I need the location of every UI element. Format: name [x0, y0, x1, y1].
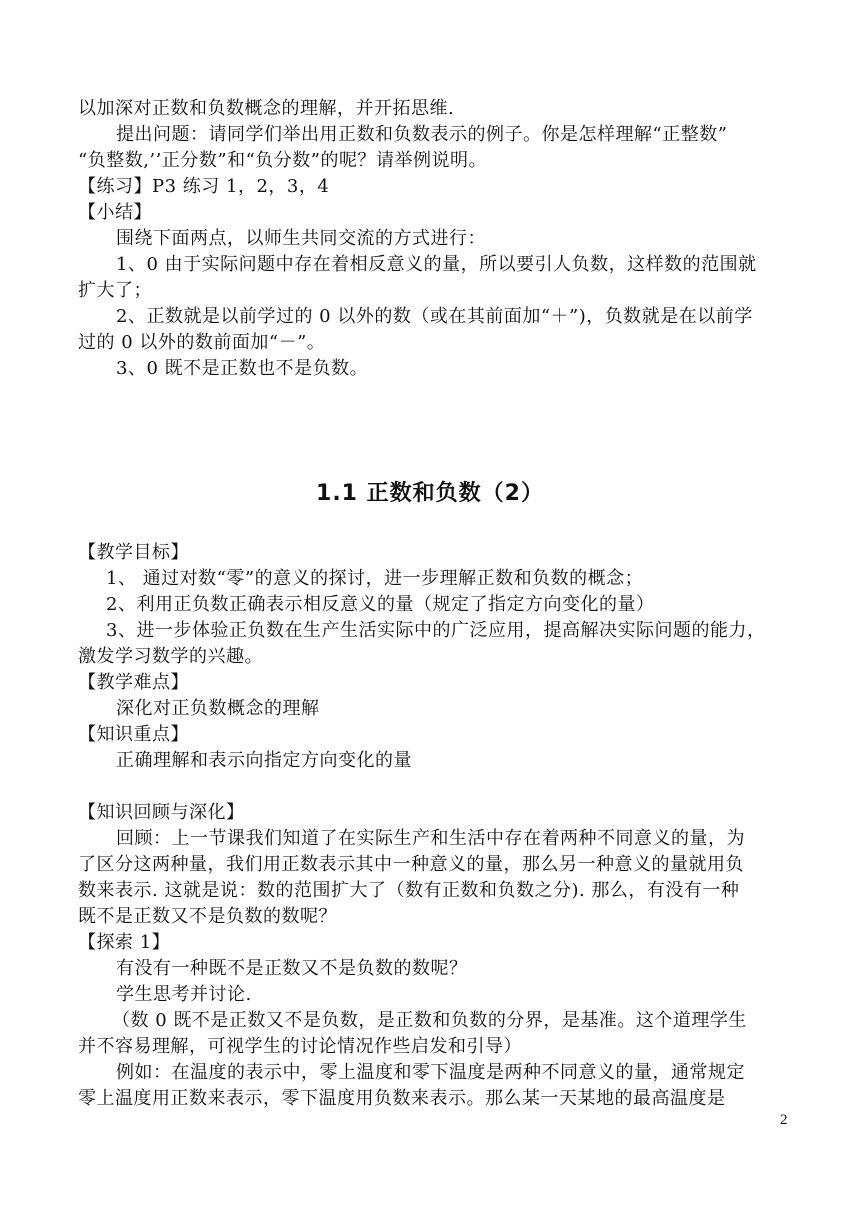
- text-line: 数来表示. 这就是说：数的范围扩大了（数有正数和负数之分). 那么，有没有一种: [78, 880, 740, 901]
- text-line: 提出问题：请同学们举出用正数和负数表示的例子。你是怎样理解“正整数”: [116, 124, 728, 145]
- text-line: 1、 通过对数“零”的意义的探讨，进一步理解正数和负数的概念；: [106, 568, 644, 589]
- text-line: 并不容易理解，可视学生的讨论情况作些启发和引导）: [78, 1036, 522, 1057]
- text-line: （数 0 既不是正数又不是负数，是正数和负数的分界，是基准。这个道理学生: [112, 1010, 747, 1031]
- section-heading: 【练习】P3 练习 1，2，3，4: [78, 176, 330, 197]
- text-line: 扩大了；: [78, 280, 152, 301]
- text-line: 例如：在温度的表示中，零上温度和零下温度是两种不同意义的量，通常规定: [116, 1062, 745, 1083]
- text-line: 2、利用正负数正确表示相反意义的量（规定了指定方向变化的量）: [106, 594, 655, 615]
- text-line: 3、进一步体验正负数在生产生活实际中的广泛应用，提高解决实际问题的能力，: [106, 620, 766, 641]
- text-line: 回顾：上一节课我们知道了在实际生产和生活中存在着两种不同意义的量，为: [116, 828, 745, 849]
- section-heading: 【知识回顾与深化】: [78, 802, 245, 823]
- section-heading: 【探索 1】: [78, 932, 171, 953]
- text-line: 零上温度用正数来表示，零下温度用负数来表示。那么某一天某地的最高温度是: [78, 1088, 726, 1109]
- text-line: 学生思考并讨论.: [116, 984, 252, 1005]
- section-heading: 【教学难点】: [78, 672, 189, 693]
- text-line: 有没有一种既不是正数又不是负数的数呢？: [116, 958, 468, 979]
- text-line: “负整数,’’正分数”和“负分数”的呢？请举例说明。: [78, 150, 487, 171]
- text-line: 1、0 由于实际问题中存在着相反意义的量，所以要引人负数，这样数的范围就: [116, 254, 757, 275]
- text-line: 过的 0 以外的数前面加“－”。: [78, 332, 326, 353]
- text-line: 围绕下面两点，以师生共同交流的方式进行：: [116, 228, 486, 249]
- text-line: 了区分这两种量，我们用正数表示其中一种意义的量，那么另一种意义的量就用负: [78, 854, 744, 875]
- text-line: 深化对正负数概念的理解: [116, 698, 320, 719]
- section-heading: 【教学目标】: [78, 542, 189, 563]
- text-line: 激发学习数学的兴趣。: [78, 646, 263, 667]
- text-line: 正确理解和表示向指定方向变化的量: [116, 750, 412, 771]
- text-line: 既不是正数又不是负数的数呢？: [78, 906, 337, 927]
- text-line: 以加深对正数和负数概念的理解，并开拓思维.: [78, 98, 455, 119]
- text-line: 3、0 既不是正数也不是负数。: [116, 358, 369, 379]
- page-number: 2: [780, 1112, 788, 1128]
- text-line: 2、正数就是以前学过的 0 以外的数（或在其前面加“＋”)，负数就是在以前学: [116, 306, 753, 327]
- section-title: 1.1 正数和负数（2）: [316, 481, 544, 506]
- section-heading: 【知识重点】: [78, 724, 189, 745]
- section-heading: 【小结】: [78, 202, 152, 223]
